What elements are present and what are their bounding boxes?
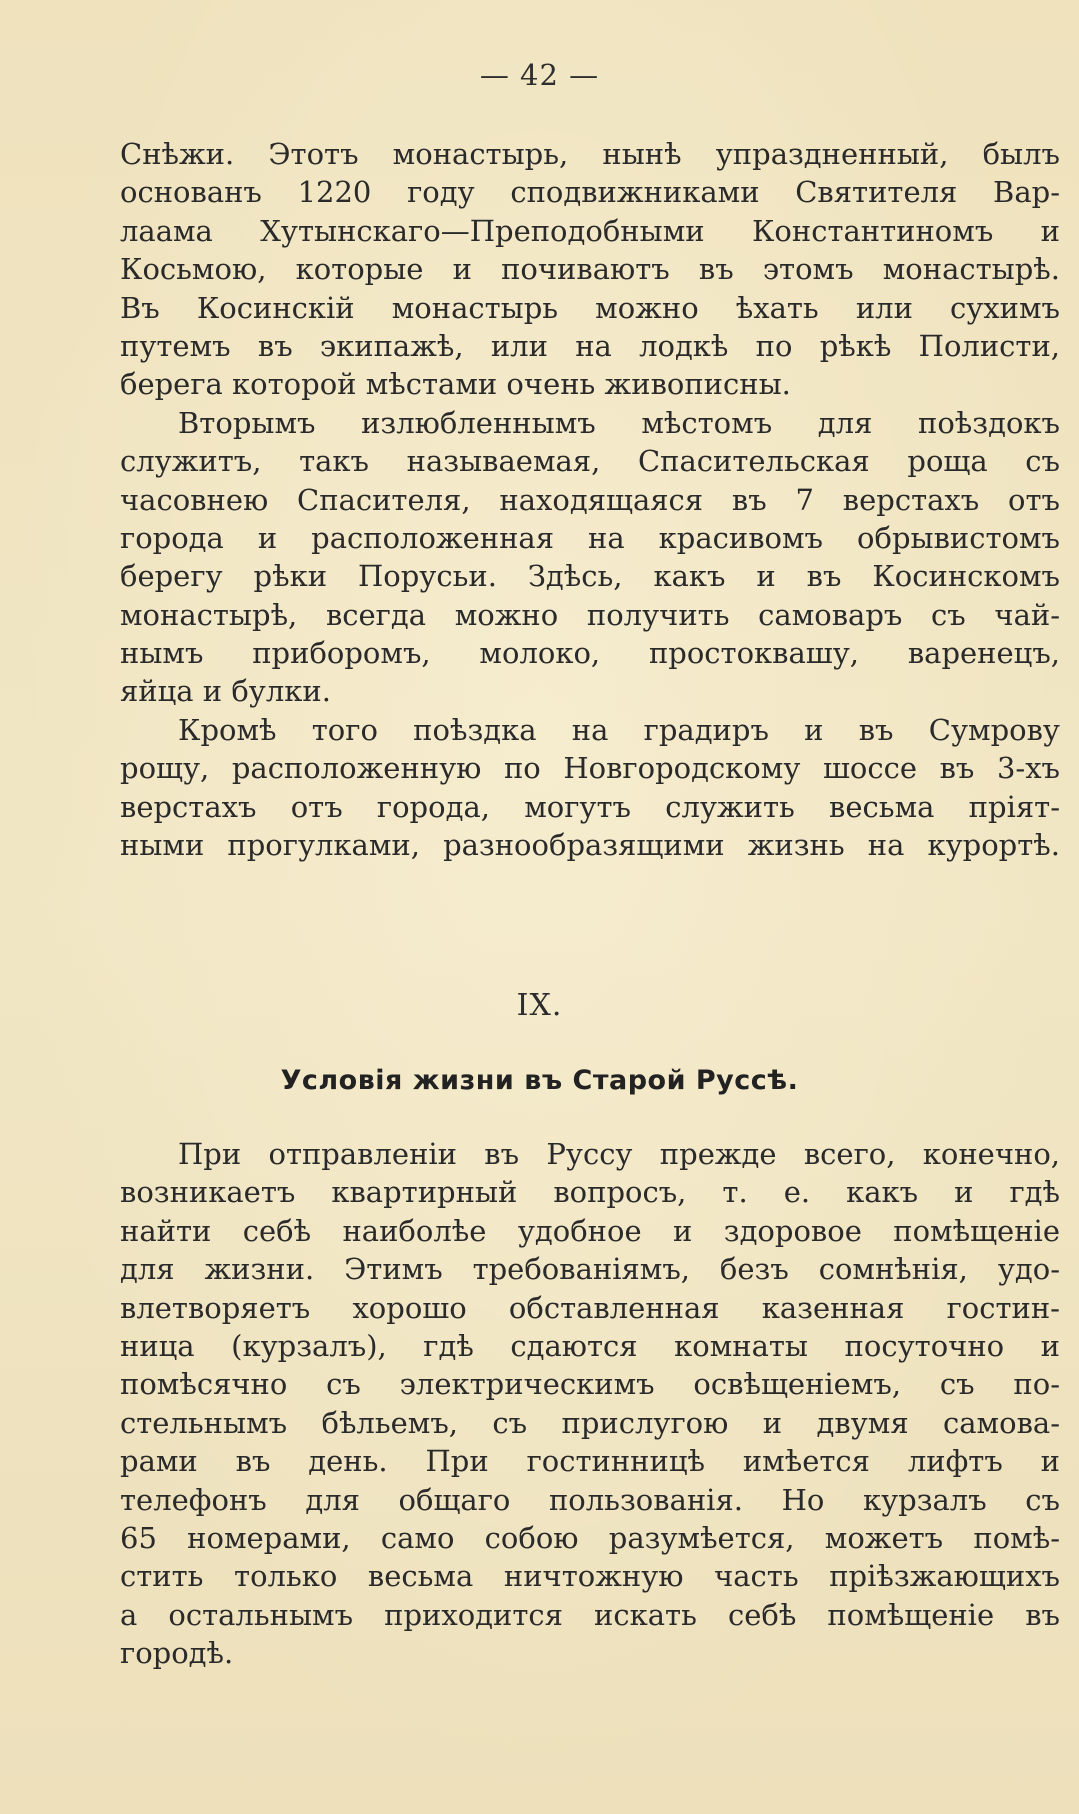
text-line: телефонъ для общаго пользованія. Но курзалъ съ [120, 1482, 1060, 1517]
text-line: При отправленіи въ Руссу прежде всего, конечно, [178, 1137, 1060, 1171]
text-line: городѣ. [120, 1636, 234, 1671]
text-line: монастырѣ, всегда можно получить самоваръ съ чай- [120, 597, 1060, 632]
text-line: путемъ въ экипажѣ, или на лодкѣ по рѣкѣ Полисти, [120, 328, 1060, 363]
text-line: верстахъ отъ города, могутъ служить весьма пріят- [120, 789, 1060, 824]
text-line: лаама Хутынскаго—Преподобными Константиномъ и [120, 213, 1060, 248]
text-line: часовнею Спасителя, находящаяся въ 7 верстахъ отъ [120, 482, 1060, 517]
text-line: ница (курзалъ), гдѣ сдаются комнаты посуточно и [120, 1328, 1060, 1363]
text-line: найти себѣ наиболѣе удобное и здоровое помѣщеніе [120, 1213, 1060, 1248]
text-line: рощу, расположенную по Новгородскому шоссе въ 3-хъ [120, 751, 1060, 786]
text-line: нымъ приборомъ, молоко, простоквашу, варенецъ, [120, 636, 1060, 671]
paragraph-block-1 [120, 135, 1060, 864]
page-number: — 42 — [479, 58, 600, 92]
text-line: берега которой мѣстами очень живописны. [120, 367, 791, 402]
text-line: стить только весьма ничтожную часть пріѣзжающихъ [120, 1559, 1060, 1594]
text-line: основанъ 1220 году сподвижниками Святителя Вар- [120, 175, 1060, 210]
text-line: берегу рѣки Порусьи. Здѣсь, какъ и въ Косинскомъ [120, 559, 1060, 594]
text-line: Косьмою, которые и почиваютъ въ этомъ монастырѣ. [120, 252, 1060, 287]
text-line: Снѣжи. Этотъ монастырь, нынѣ упраздненный, былъ [120, 137, 1060, 171]
text-line: помѣсячно съ электрическимъ освѣщеніемъ, съ по- [120, 1367, 1060, 1402]
text-line: влетворяетъ хорошо обставленная казенная гостин- [120, 1290, 1060, 1325]
chapter-title: Условія жизни въ Старой Руссѣ. [280, 1065, 799, 1096]
text-line: а остальнымъ приходится искать себѣ помѣщеніе въ [120, 1597, 1060, 1632]
text-line: для жизни. Этимъ требованіямъ, безъ сомнѣнія, удо- [120, 1252, 1060, 1287]
text-line: города и расположенная на красивомъ обрывистомъ [120, 520, 1060, 555]
text-line: Въ Косинскій монастырь можно ѣхать или сухимъ [120, 290, 1060, 325]
text-line: стельнымъ бѣльемъ, съ прислугою и двумя самова- [120, 1405, 1060, 1440]
text-line: служитъ, такъ называемая, Спасительская роща съ [120, 444, 1060, 479]
text-line: Кромѣ того поѣздка на градиръ и въ Сумрову [178, 712, 1060, 747]
text-line: Вторымъ излюбленнымъ мѣстомъ для поѣздокъ [178, 405, 1060, 440]
text-line: яйца и булки. [120, 674, 331, 709]
text-line: рами въ день. При гостинницѣ имѣется лифтъ и [120, 1444, 1060, 1479]
paragraph-block-2 [120, 1135, 1060, 1672]
text-line: ными прогулками, разнообразящими жизнь на курортѣ. [120, 828, 1060, 863]
text-line: 65 номерами, само собою разумѣется, можетъ помѣ- [120, 1520, 1060, 1555]
chapter-number: IX. [516, 988, 563, 1023]
text-line: возникаетъ квартирный вопросъ, т. е. какъ и гдѣ [120, 1175, 1060, 1210]
